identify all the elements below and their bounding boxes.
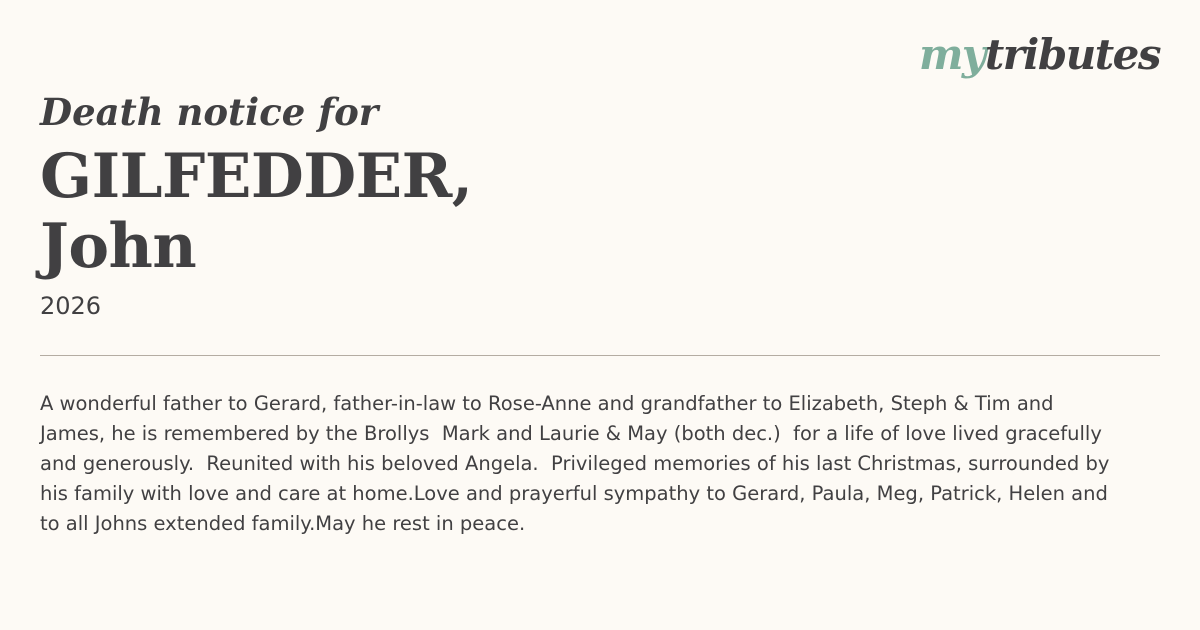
deceased-given-name: John — [40, 211, 197, 282]
deceased-surname: GILFEDDER, — [40, 141, 473, 212]
notice-body-text: A wonderful father to Gerard, father-in-law to Rose-Anne and grandfather to Elizabeth, Steph & Tim and James, he is remembered by the Brollys Mark and Laurie & May (both dec.) for a life of love lived gracefully and generously. Reunited with his beloved Angela. Privileged memories of his last Christmas, surrounded by his family with love and care at home.Love and prayerful sympathy to Gerard, Paula, Meg, Patrick, Helen and to all Johns extended family.May he rest in peace. — [40, 392, 1116, 535]
divider — [40, 355, 1160, 356]
logo-my: my — [918, 30, 985, 79]
deceased-name — [40, 142, 473, 282]
notice-year: 2026 — [40, 292, 102, 320]
mytributes-logo[interactable] — [918, 30, 1160, 79]
notice-intro-heading: Death notice for — [40, 90, 379, 134]
logo-tributes: tributes — [984, 30, 1160, 79]
